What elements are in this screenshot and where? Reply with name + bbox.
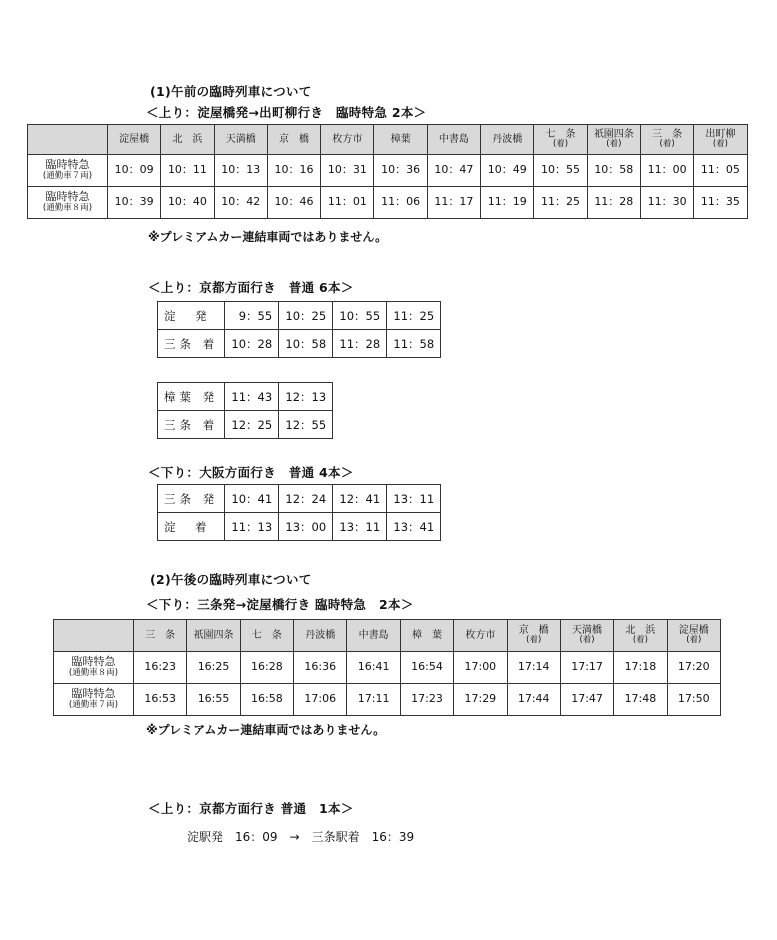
station-header (134, 620, 187, 652)
station-header (347, 620, 400, 652)
train-cars: (通勤車８両) (42, 202, 93, 213)
train-type-label (28, 187, 108, 219)
station-header (321, 125, 374, 155)
time-cell: 13：11 (387, 485, 441, 513)
station-name: 祇園四条 (193, 629, 234, 641)
station-name: 枚方市 (465, 629, 496, 641)
section5-title: ＜上り：京都方面行き 普通 1本＞ (148, 801, 354, 816)
arrival-mark: (着) (686, 635, 702, 646)
time-cell: 11：13 (225, 513, 279, 541)
station-header (640, 125, 693, 155)
arrival-mark: (着) (659, 139, 675, 150)
departure-time: 10：49 (481, 155, 534, 187)
station-name: 出町柳 (705, 128, 736, 140)
local-kyoto-pm-line: 淀駅発 16：09 → 三条駅着 16：39 (187, 830, 415, 844)
departure-time: 16:41 (347, 652, 400, 684)
time-cell: 10：28 (225, 330, 279, 358)
departure-time: 17:29 (454, 684, 507, 716)
station-header (560, 620, 613, 652)
departure-time: 17:47 (560, 684, 613, 716)
station-header (214, 125, 267, 155)
train-type-label (54, 652, 134, 684)
station-label: 三条 発 (158, 485, 225, 513)
departure-time: 10：11 (161, 155, 214, 187)
station-header (507, 620, 560, 652)
station-name: 北 浜 (172, 133, 203, 145)
departure-time: 10：36 (374, 155, 427, 187)
departure-time: 10：58 (587, 155, 640, 187)
time-cell: 10：58 (279, 330, 333, 358)
station-name: 三 条 (652, 128, 683, 140)
station-header (187, 620, 240, 652)
departure-time: 17:23 (400, 684, 453, 716)
local-osaka-table (157, 484, 441, 541)
station-label: 樟葉 発 (158, 383, 225, 411)
train-cars: (通勤車８両) (68, 667, 119, 678)
train-cars: (通勤車７両) (68, 699, 119, 710)
station-header (267, 125, 320, 155)
station-name: 京 橋 (518, 624, 549, 636)
station-name: 中書島 (358, 629, 389, 641)
station-name: 祇園四条 (593, 128, 634, 140)
station-header (427, 125, 480, 155)
station-header (534, 125, 587, 155)
station-label: 三条 着 (158, 411, 225, 439)
arrival-mark: (着) (712, 139, 728, 150)
section4-subtitle: ＜下り：三条発→淀屋橋行き 臨時特急 2本＞ (146, 597, 414, 612)
departure-time: 11：05 (694, 155, 747, 187)
station-label: 三条 着 (158, 330, 225, 358)
time-cell: 10：55 (333, 302, 387, 330)
departure-time: 16:53 (134, 684, 187, 716)
station-name: 淀屋橋 (678, 624, 709, 636)
departure-time: 10：40 (161, 187, 214, 219)
section1-title: (1)午前の臨時列車について (150, 84, 312, 99)
local-kyoto-table-2 (157, 382, 333, 439)
departure-time: 10：47 (427, 155, 480, 187)
time-cell: 12：13 (279, 383, 333, 411)
arrival-mark: (着) (606, 139, 622, 150)
train-cars: (通勤車７両) (42, 170, 93, 181)
station-header (587, 125, 640, 155)
train-type: 臨時特急 (45, 158, 90, 172)
train-type-label (54, 684, 134, 716)
departure-time: 11：30 (640, 187, 693, 219)
section1-subtitle: ＜上り：淀屋橋発→出町柳行き 臨時特急 2本＞ (146, 105, 427, 120)
station-name: 丹波橋 (492, 133, 523, 145)
train-type-label (28, 155, 108, 187)
station-header (667, 620, 720, 652)
station-name: 枚方市 (332, 133, 363, 145)
station-header (108, 125, 161, 155)
time-cell: 13：11 (333, 513, 387, 541)
departure-time: 11：25 (534, 187, 587, 219)
train-type: 臨時特急 (71, 655, 116, 669)
time-cell: 12：24 (279, 485, 333, 513)
departure-time: 16:55 (187, 684, 240, 716)
time-cell: 9：55 (225, 302, 279, 330)
station-name: 丹波橋 (305, 629, 336, 641)
arrival-mark: (着) (579, 635, 595, 646)
departure-time: 17:11 (347, 684, 400, 716)
time-cell: 13：41 (387, 513, 441, 541)
departure-time: 16:25 (187, 652, 240, 684)
time-cell: 11：43 (225, 383, 279, 411)
express-pm-table (53, 619, 721, 716)
station-name: 中書島 (438, 133, 469, 145)
departure-time: 17:18 (614, 652, 667, 684)
departure-time: 11：00 (640, 155, 693, 187)
station-name: 樟葉 (390, 133, 411, 145)
time-cell: 10：25 (279, 302, 333, 330)
departure-time: 11：28 (587, 187, 640, 219)
departure-time: 10：42 (214, 187, 267, 219)
station-name: 京 橋 (279, 133, 310, 145)
arrival-mark: (着) (632, 635, 648, 646)
departure-time: 17:14 (507, 652, 560, 684)
local-kyoto-table-1 (157, 301, 441, 358)
departure-time: 17:17 (560, 652, 613, 684)
station-name: 淀屋橋 (119, 133, 150, 145)
station-header (240, 620, 293, 652)
section2-title: ＜上り：京都方面行き 普通 6本＞ (148, 280, 354, 295)
station-header (294, 620, 347, 652)
departure-time: 17:44 (507, 684, 560, 716)
departure-time: 11：17 (427, 187, 480, 219)
time-cell: 12：55 (279, 411, 333, 439)
express-am-table (27, 124, 748, 219)
departure-time: 10：46 (267, 187, 320, 219)
station-header (614, 620, 667, 652)
departure-time: 17:06 (294, 684, 347, 716)
departure-time: 10：31 (321, 155, 374, 187)
time-cell: 13：00 (279, 513, 333, 541)
departure-time: 11：06 (374, 187, 427, 219)
station-name: 樟 葉 (411, 629, 442, 641)
time-cell: 11：25 (387, 302, 441, 330)
time-cell: 11：28 (333, 330, 387, 358)
time-cell: 12：41 (333, 485, 387, 513)
departure-time: 16:23 (134, 652, 187, 684)
station-name: 天満橋 (572, 624, 603, 636)
time-cell: 11：58 (387, 330, 441, 358)
premium-car-note: ※プレミアムカー連結車両ではありません。 (148, 230, 388, 244)
departure-time: 10：16 (267, 155, 320, 187)
departure-time: 11：35 (694, 187, 747, 219)
departure-time: 17:20 (667, 652, 720, 684)
departure-time: 10：09 (108, 155, 161, 187)
station-name: 三 条 (145, 629, 176, 641)
arrival-mark: (着) (552, 139, 569, 150)
departure-time: 16:58 (240, 684, 293, 716)
departure-time: 10：55 (534, 155, 587, 187)
station-header (374, 125, 427, 155)
station-header (161, 125, 214, 155)
departure-time: 17:00 (454, 652, 507, 684)
departure-time: 10：13 (214, 155, 267, 187)
station-header (400, 620, 453, 652)
station-header (481, 125, 534, 155)
train-type: 臨時特急 (71, 687, 116, 701)
station-label: 淀 着 (158, 513, 225, 541)
departure-time: 17:50 (667, 684, 720, 716)
departure-time: 11：01 (321, 187, 374, 219)
departure-time: 17:48 (614, 684, 667, 716)
arrival-mark: (着) (526, 635, 542, 646)
time-cell: 10：41 (225, 485, 279, 513)
train-type: 臨時特急 (45, 190, 90, 204)
departure-time: 16:28 (240, 652, 293, 684)
departure-time: 16:54 (400, 652, 453, 684)
section4-title: (2)午後の臨時列車について (150, 572, 312, 587)
departure-time: 10：39 (108, 187, 161, 219)
departure-time: 16:36 (294, 652, 347, 684)
departure-time: 11：19 (481, 187, 534, 219)
station-label: 淀 発 (158, 302, 225, 330)
station-name: 天満橋 (225, 133, 256, 145)
section3-title: ＜下り：大阪方面行き 普通 4本＞ (148, 465, 354, 480)
station-name: 七 条 (545, 128, 576, 140)
station-header (454, 620, 507, 652)
time-cell: 12：25 (225, 411, 279, 439)
premium-car-note-2: ※プレミアムカー連結車両ではありません。 (146, 723, 386, 737)
station-name: 七 条 (251, 629, 282, 641)
station-name: 北 浜 (625, 624, 656, 636)
station-header (694, 125, 747, 155)
